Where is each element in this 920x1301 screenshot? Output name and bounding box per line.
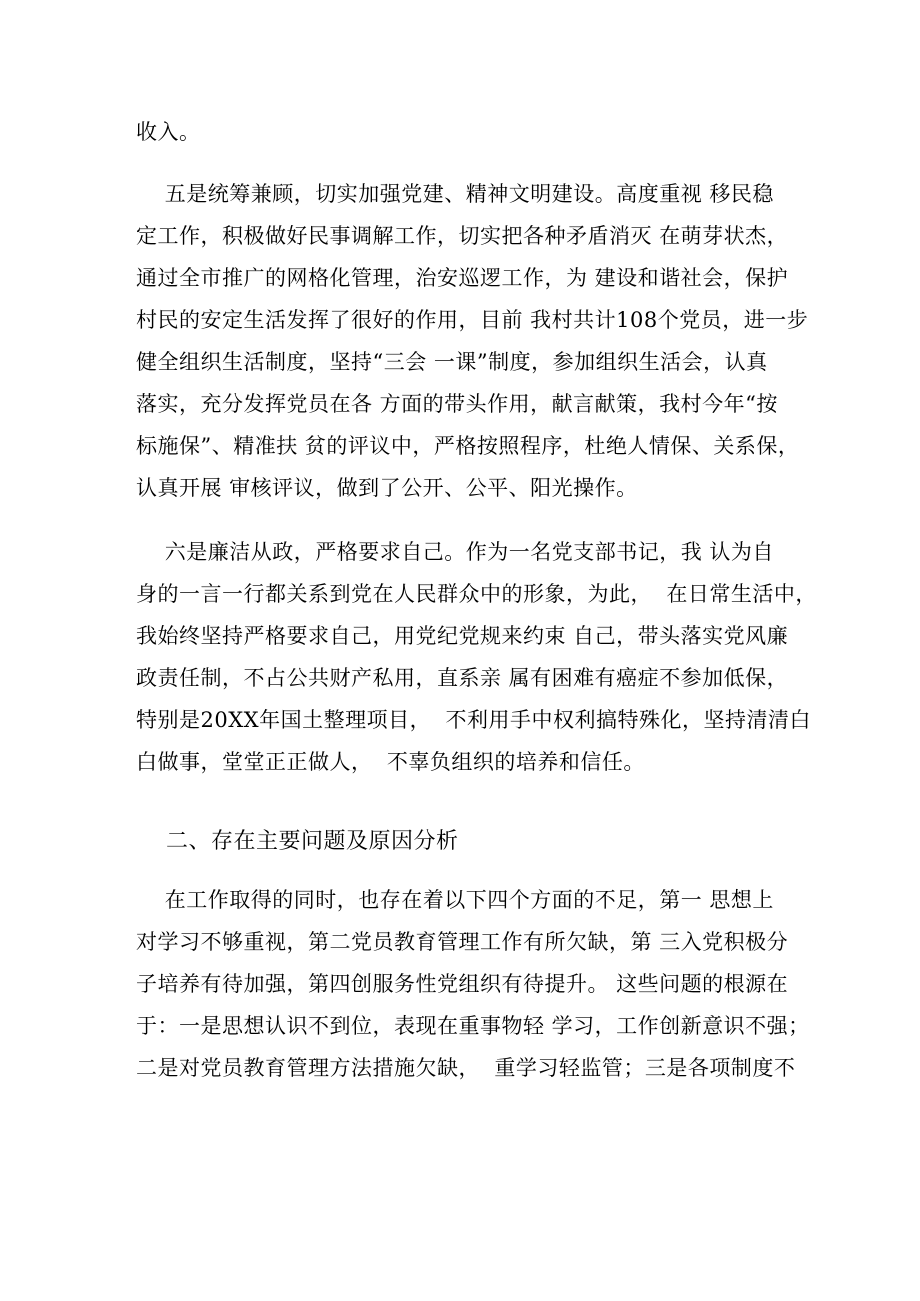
text-line: 收入。: [136, 120, 201, 144]
text-line: 五是统筹兼顾，切实加强党建、精神文明建设。高度重视 移民稳: [136, 182, 774, 206]
text-line: 白做事，堂堂正正做人， 不辜负组织的培养和信任。: [136, 750, 645, 774]
text-line: 标施保”、精准扶 贫的评议中，严格按照程序，杜绝人情保、关系保，: [136, 434, 800, 458]
text-line: 我始终坚持严格要求自己，用党纪党规来约束 自己，带头落实党风廉: [136, 624, 789, 648]
text-line: 政责任制，不占公共财产私用，直系亲 属有困难有癌症不参加低保，: [136, 666, 789, 690]
text-line: 定工作，积极做好民事调解工作，切实把各种矛盾消灭 在萌芽状杰，: [136, 224, 789, 248]
text-line: 落实，充分发挥党员在各 方面的带头作用，献言献策，我村今年“按: [136, 392, 778, 416]
text-line: 身的一言一行都关系到党在人民群众中的形象，为此， 在日常生活中，: [136, 582, 817, 606]
text-line: 认真开展 审核评议，做到了公开、公平、阳光操作。: [136, 476, 638, 500]
text-line: 通过全市推广的网格化管理，治安巡逻工作，为 建设和谐社会，保护: [136, 266, 789, 290]
text-line: 在工作取得的同时，也存在着以下四个方面的不足，第一 思想上: [136, 888, 774, 912]
section-heading: 二、存在主要问题及原因分析: [136, 829, 459, 854]
text-line: 对学习不够重视，第二党员教育管理工作有所欠缺，第 三入党积极分: [136, 930, 789, 954]
text-line: 于：一是思想认识不到位，表现在重事物轻 学习，工作创新意识不强；: [136, 1014, 810, 1038]
text-line: 特别是20XX年国土整理项目， 不利用手中权利搞特殊化，坚持清清白: [136, 708, 811, 732]
text-line: 二是对党员教育管理方法措施欠缺， 重学习轻监管；三是各项制度不: [136, 1056, 796, 1080]
text-line: 六是廉洁从政，严格要求自己。作为一名党支部书记，我 认为自: [136, 540, 774, 564]
text-line: 村民的安定生活发挥了很好的作用，目前 我村共计108个党员，进一步: [136, 308, 809, 332]
text-line: 子培养有待加强，第四创服务性党组织有待提升。 这些问题的根源在: [136, 972, 789, 996]
text-line: 健全组织生活制度，坚持“三会 一课”制度，参加组织生活会，认真: [136, 350, 768, 374]
